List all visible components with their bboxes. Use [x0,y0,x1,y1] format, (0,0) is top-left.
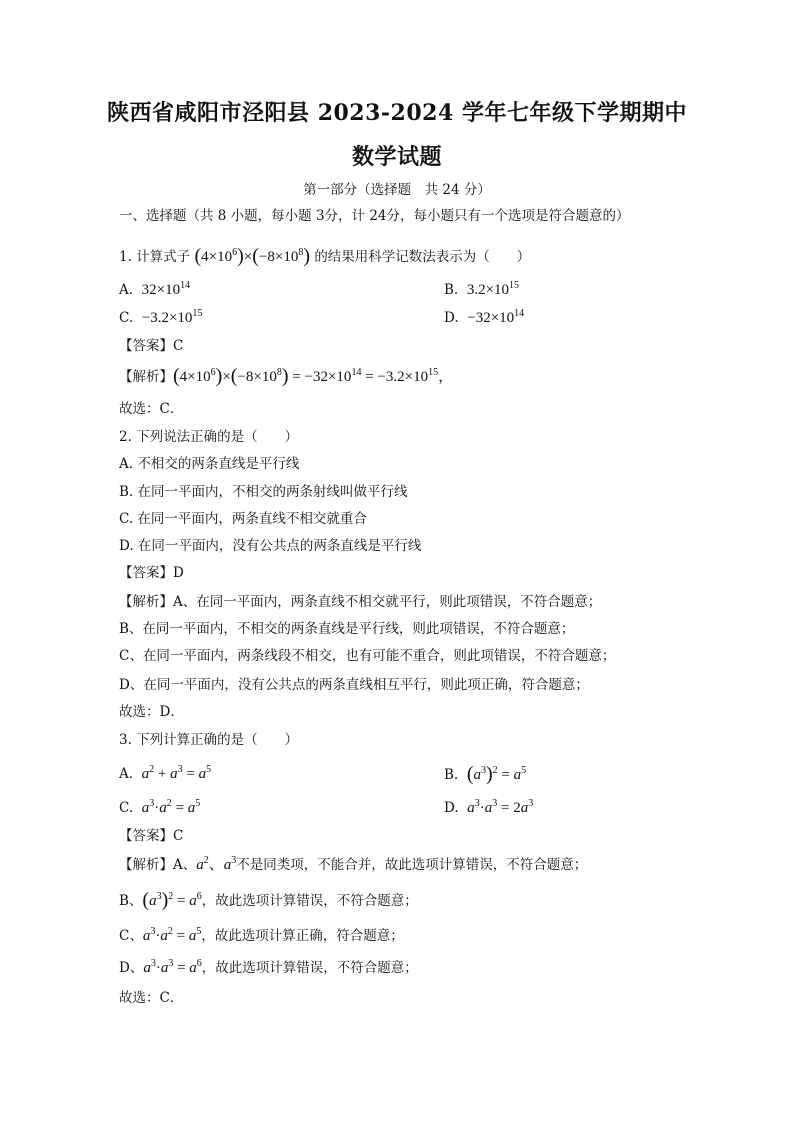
q3-option-b-label: B. [444,767,459,783]
q1-option-b [444,280,519,300]
q3-analysis-d-suffix: ，故此选项计算错误，不符合题意； [201,960,418,976]
q3-analysis-b-prefix: B、 [119,893,143,909]
q1-option-a-math: $32\times 10^{14}$ [141,280,191,298]
section-intro: 一、选择题（共 8 小题，每小题 3分，计 24分，每小题只有一个选项是符合题意的） [119,208,630,224]
q3-option-a [119,764,211,784]
q1-option-b-math: $3.2\times 10^{15}$ [466,280,520,298]
q2-option-d: D. 在同一平面内，没有公共点的两条直线是平行线 [119,538,422,554]
q3-analysis-c [119,926,404,946]
q1-option-c [119,308,202,328]
q3-option-c-label: C. [119,800,134,816]
q1-prefix: 1. 计算式子 [119,249,191,265]
q2-analysis-b: B、在同一平面内，不相交的两条直线是平行线，则此项错误，不符合题意； [119,621,575,637]
document-subtitle: 数学试题 [351,144,442,170]
q2-answer: 【答案】D [119,565,184,581]
q1-option-d-label: D. [444,310,459,326]
q1-option-c-label: C. [119,310,134,326]
q2-analysis-d: D、在同一平面内，没有公共点的两条直线相互平行，则此项正确，符合题意； [119,677,589,693]
q3-option-a-label: A. [119,766,134,782]
q3-option-c-math: $a^3\cdot a^2 = a^5$ [141,798,201,816]
q3-analysis-d-prefix: D、 [119,960,144,976]
q3-option-c [119,798,200,818]
q3-analysis-a-math: $a^2$、$a^3$ [196,855,237,873]
q3-answer: 【答案】C [119,828,184,844]
q1-option-a-label: A. [119,282,134,298]
q3-option-b [444,764,526,785]
q1-analysis [119,366,453,387]
q3-analysis-a [119,855,587,875]
q1-option-d [444,308,524,328]
q1-answer: 【答案】C [119,338,184,354]
q3-option-d-math: $a^3\cdot a^3 = 2a^3$ [467,798,534,816]
q1-suffix: 的结果用科学记数法表示为（ ） [314,249,531,265]
q2-stem: 2. 下列说法正确的是（ ） [119,429,299,445]
document-title: 陕西省咸阳市泾阳县 2023-2024 学年七年级下学期期中 [107,100,687,126]
q3-conclusion: 故选：C． [119,990,184,1006]
q2-option-b: B. 在同一平面内，不相交的两条射线叫做平行线 [119,484,408,500]
q1-expression: $(4\times 10^6)\times(-8\times 10^8)$ [194,245,311,267]
q1-option-b-label: B. [444,282,459,298]
q1-stem [119,246,530,267]
q1-option-c-math: $-3.2\times 10^{15}$ [141,308,203,326]
q3-analysis-c-math: $a^3\cdot a^2 = a^5$ [142,926,202,944]
q1-conclusion: 故选：C． [119,401,184,417]
q3-analysis-d-math: $a^3\cdot a^3 = a^6$ [143,958,202,976]
q3-option-b-math: $(a^3)^2 = a^5$ [466,763,527,785]
q3-analysis-c-prefix: C、 [119,928,143,944]
section-part-heading: 第一部分（选择题 共 24 分） [303,182,491,198]
q3-analysis-b-suffix: ，故此选项计算错误，不符合题意； [201,893,418,909]
q3-analysis-a-suffix: 不是同类项，不能合并，故此选项计算错误，不符合题意； [236,857,588,873]
q3-analysis-a-prefix: 【解析】A、 [119,857,197,873]
q3-analysis-c-suffix: ，故此选项计算正确，符合题意； [201,928,404,944]
q3-option-d-label: D. [444,800,459,816]
q1-analysis-math: $(4\times 10^6)\times(-8\times 10^8) = -32\times 10^{14} = -3.2\times 10^{15}$， [173,365,454,387]
q3-analysis-b [119,890,418,911]
q1-analysis-label: 【解析】 [119,369,173,385]
q1-option-a [119,280,190,300]
q1-option-d-math: $-32\times 10^{14}$ [467,308,525,326]
q3-option-a-math: $a^2 + a^3 = a^5$ [141,764,212,782]
q3-analysis-d [119,958,418,978]
q2-analysis-c: C、在同一平面内，两条线段不相交，也有可能不重合，则此项错误，不符合题意； [119,648,616,664]
q2-conclusion: 故选：D． [119,704,184,720]
q3-stem: 3. 下列计算正确的是（ ） [119,732,299,748]
q3-option-d [444,798,533,818]
q3-analysis-b-math: $(a^3)^2 = a^6$ [142,889,202,911]
q2-option-c: C. 在同一平面内，两条直线不相交就重合 [119,511,367,527]
q2-option-a: A. 不相交的两条直线是平行线 [119,456,300,472]
q2-analysis-a: 【解析】A、在同一平面内，两条直线不相交就平行，则此项错误，不符合题意； [119,594,602,610]
